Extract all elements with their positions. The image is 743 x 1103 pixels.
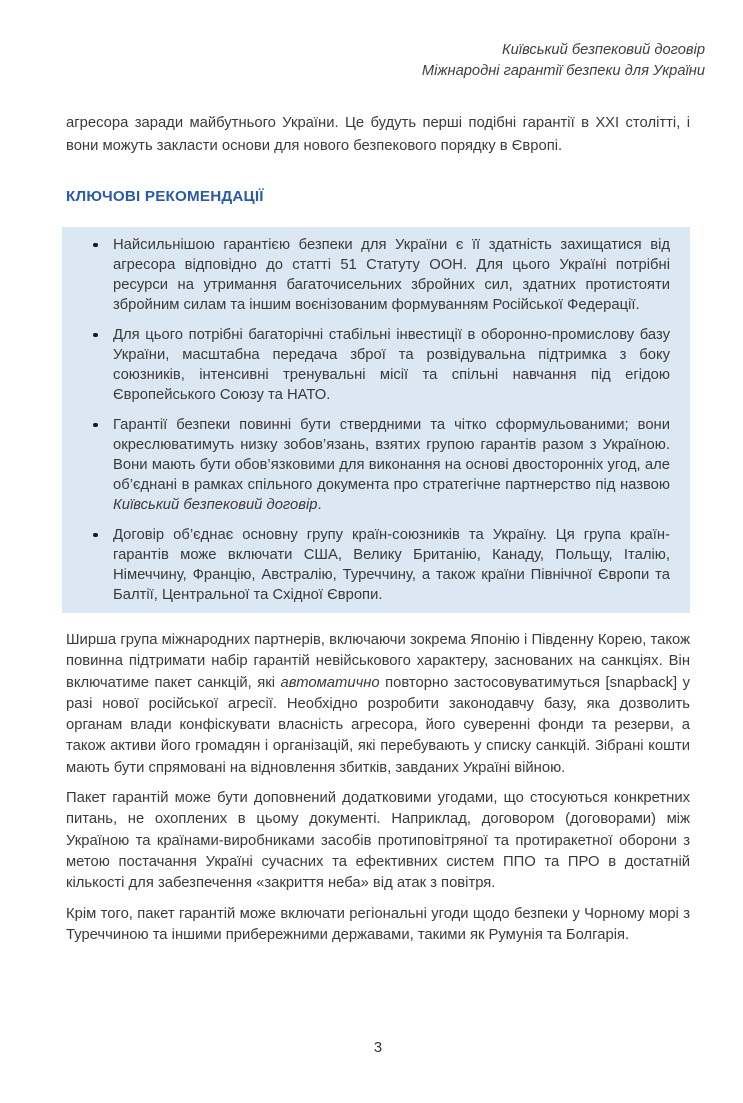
bullet-item-3 bbox=[90, 415, 670, 515]
paragraph-text: Крім того, пакет гарантій може включати регіональні угоди щодо безпеки у Чорному морі з Туреччиною та іншими прибережними державами, такими як Румунія та Болгарія. bbox=[66, 905, 690, 943]
bullet-text: Для цього потрібні багаторічні стабільні інвестиції в оборонно-промислову базу України, масштабна передача зброї та розвідувальна підтримка з боку союзників, інтенсивні тренувальні місії та спільні навчання під егідою Європейського Союзу та НАТО. bbox=[113, 327, 670, 403]
paragraph-text: Пакет гарантій може бути доповнений додатковими угодами, що стосуються конкретних питань, не охоплених в цьому документі. Наприклад, договором (договорами) між Україною та країнами-виробниками засобів протиповітряної та протиракетної оборони з метою постачання Україні сучасних та ефективних систем ППО та ПРО в достатній кількості для забезпечення «закриття неба» від атак з повітря. bbox=[66, 790, 690, 892]
bullet-icon bbox=[93, 243, 98, 248]
intro-paragraph: агресора заради майбутнього України. Це будуть перші подібні гарантії в ХХІ столітті, і вони можуть закласти основи для нового безпекового порядку в Європі. bbox=[66, 115, 690, 154]
header-line-1: Київський безпековий договір bbox=[501, 42, 705, 58]
bullet-text: Найсильнішою гарантією безпеки для України є її здатність захищатися від агресора відповідно до статті 51 Статуту ООН. Для цього Україні потрібні ресурси на утримання багаточисельних збройних сил, здатних протистояти збройним силам та іншим воєнізованим формуванням Російської Федерації. bbox=[113, 237, 670, 313]
italic-term: автоматично bbox=[280, 674, 380, 691]
bullet-item-1 bbox=[90, 235, 670, 315]
bullet-text: Гарантії безпеки повинні бути ствердними та чітко сформульованими; вони окреслюватимуть низку зобов’язань, взятих групою гарантів разом з Україною. Вони мають бути обов’язковими для виконання на основі двосторонніх угод, але об’єднані в рамках спільного документа про стратегічне партнерство під назвою bbox=[113, 417, 670, 493]
bullet-icon bbox=[93, 423, 98, 428]
header-line-2: Міжнародні гарантії безпеки для України bbox=[421, 63, 705, 79]
paragraph-text-post: повторно застосовуватимуться [snapback] у разі нової російської агресії. Необхідно розробити законодавчу базу, яка дозволить органам влади конфіскувати власність агресора, його суверенні фонди та резерви, а також активи його громадян і організацій, які перебувають у списку санкцій. Зібрані кошти мають бути спрямовані на відновлення збитків, завданих Україні війною. bbox=[66, 674, 690, 776]
bullet-icon bbox=[93, 533, 98, 538]
bullet-item-2 bbox=[90, 325, 670, 405]
italic-term: Київський безпековий договір bbox=[113, 497, 318, 513]
body-paragraph-2 bbox=[66, 788, 690, 894]
paragraph-text: Ширша група міжнародних партнерів, включаючи зокрема Японію і Південну Корею, також повинна підтримати набір гарантій невійськового характеру, заснованих на санкціях. Він включатиме пакет санкцій, які bbox=[66, 632, 690, 691]
body-paragraph-3 bbox=[66, 904, 690, 947]
recommendations-box bbox=[62, 227, 690, 613]
bullet-icon bbox=[93, 333, 98, 338]
page-number: 3 bbox=[373, 1040, 383, 1056]
section-heading: КЛЮЧОВІ РЕКОМЕНДАЦІЇ bbox=[66, 188, 264, 205]
bullet-item-4 bbox=[90, 525, 670, 605]
bullet-text-post: . bbox=[317, 497, 322, 513]
body-paragraph-1 bbox=[66, 630, 690, 779]
document-header bbox=[66, 40, 705, 82]
bullet-text: Договір об’єднає основну групу країн-союзників та Україну. Ця група країн-гарантів може включати США, Велику Британію, Канаду, Польщу, Італію, Німеччину, Францію, Австралію, Туреччину, а також країни Північної Європи та Балтії, Центральної та Східної Європи. bbox=[113, 527, 670, 603]
